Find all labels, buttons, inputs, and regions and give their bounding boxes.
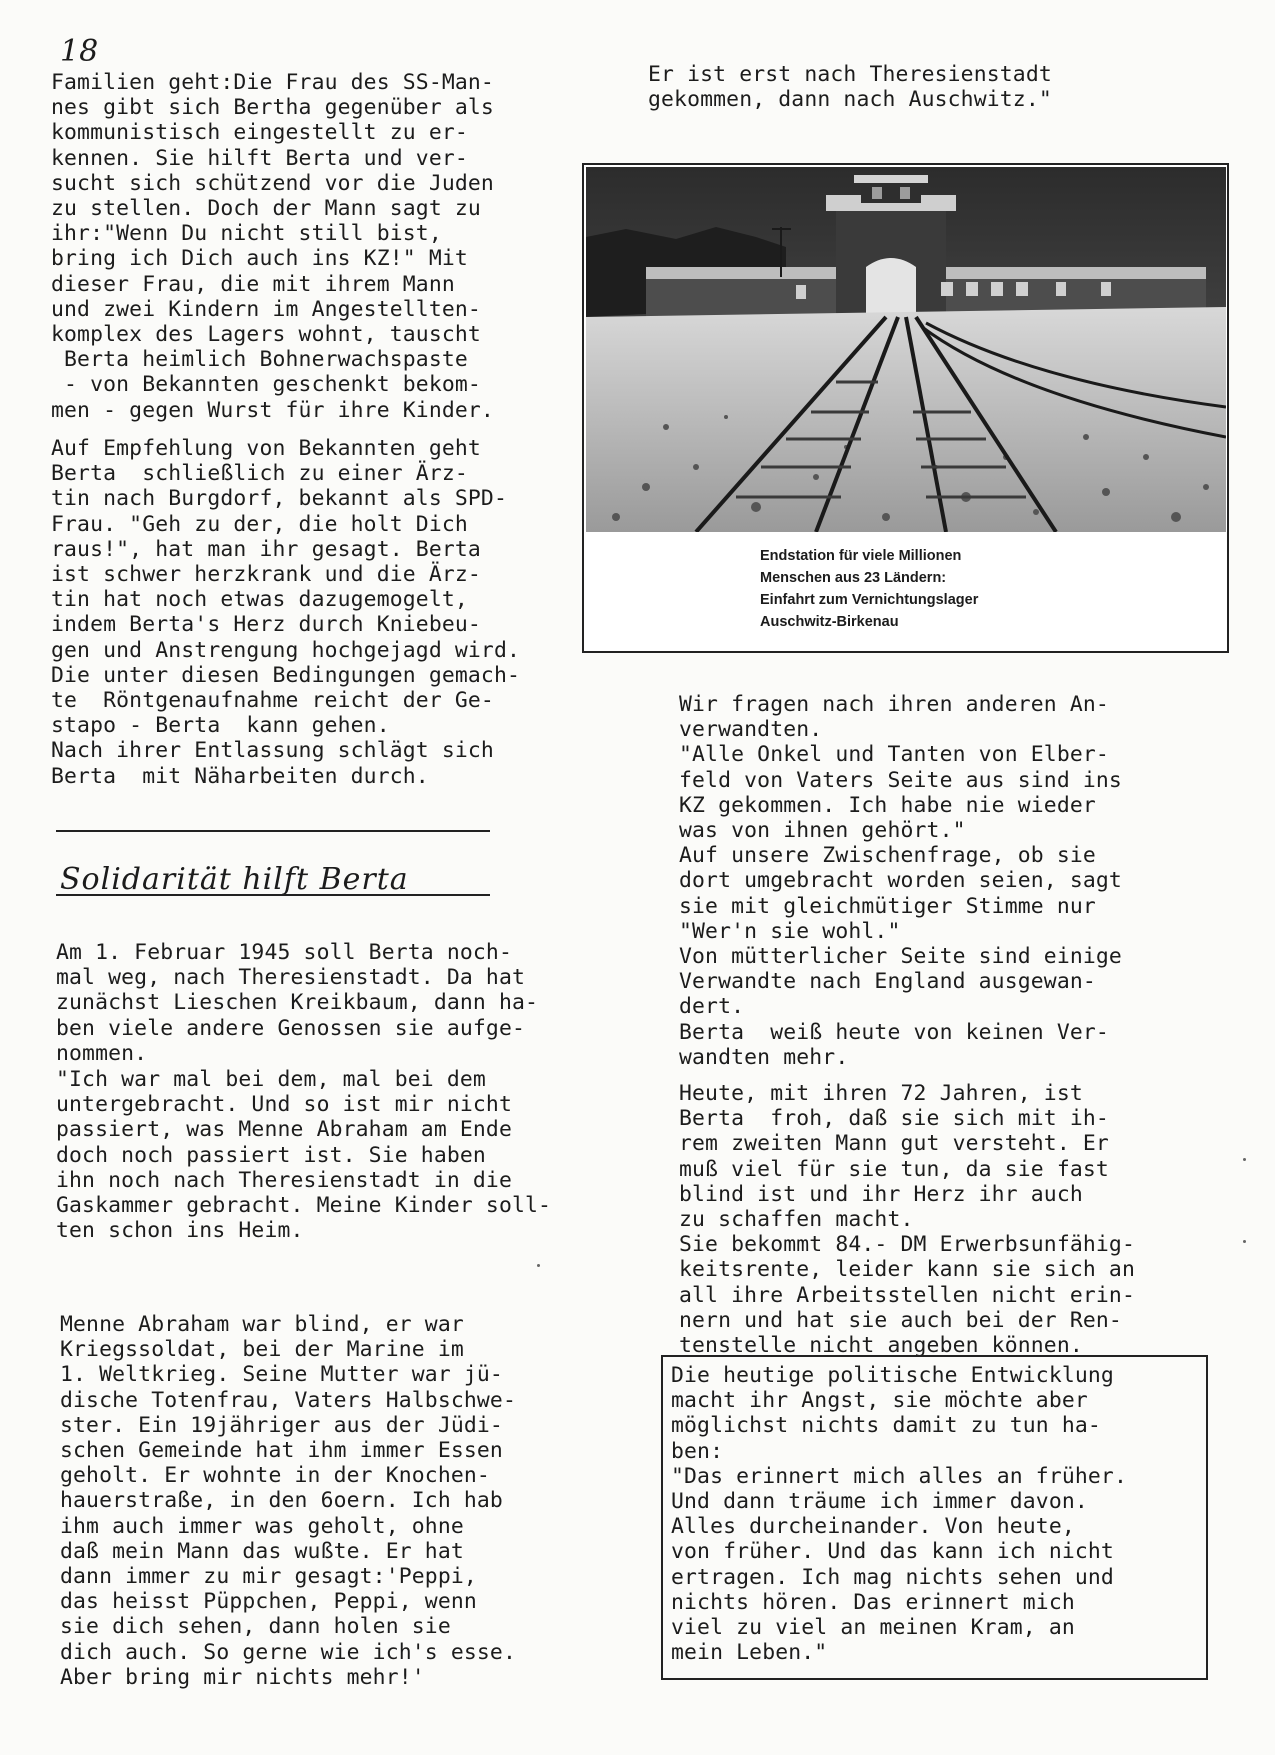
photo-caption: Endstation für viele Millionen Menschen aus 23 Ländern: Einfahrt zum Vernichtungslager Auschwitz-Birkenau (760, 548, 979, 630)
page-number: 18 (60, 34, 99, 69)
left-paragraph-3: Am 1. Februar 1945 soll Berta noch- mal weg, nach Theresienstadt. Da hat zunächst Lieschen Kreikbaum, dann ha- ben viele andere Genossen sie aufge- nommen. (56, 940, 539, 1066)
section-heading: Solidarität hilft Berta (60, 862, 409, 897)
railway-photo-graphic (586, 167, 1226, 532)
right-paragraph-3: Heute, mit ihren 72 Jahren, ist Berta froh, daß sie sich mit ih- rem zweiten Mann gut versteht. Er muß viel für sie tun, da sie fast blind ist und ihr Herz ihr auch zu schaffen macht. Sie bekommt 84.- DM Erwerbsunfähig- keitsrente, leider kann sie sich an all ihre Arbeitsstellen nicht erin- nern und hat sie auch bei der Ren- tenstelle nicht angeben können. (679, 1081, 1135, 1359)
left-paragraph-4: "Ich war mal bei dem, mal bei dem untergebracht. Und so ist mir nicht passiert, was Menne Abraham am Ende doch noch passiert ist. Sie haben ihn noch nach Theresienstadt in die Gaskammer gebracht. Meine Kinder soll- ten schon ins Heim. (56, 1067, 552, 1244)
print-speck (1243, 1240, 1246, 1243)
print-speck (1243, 1158, 1246, 1161)
left-paragraph-1: Familien geht:Die Frau des SS-Man- nes gibt sich Bertha gegenüber als kommunistisch eingestellt zu er- kennen. Sie hilft Berta und ver- sucht sich schützend vor die Juden zu stellen. Doch der Mann sagt zu ihr:"Wenn Du nicht still bist, bring ich Dich auch ins KZ!" Mit dieser Frau, die mit ihrem Mann und zwei Kindern im Angestellten- komplex des Lagers wohnt, tauscht Berta heimlich Bohnerwachspaste - von Bekannten geschenkt bekom- men - gegen Wurst für ihre Kinder. (51, 70, 494, 423)
boxed-quote: Die heutige politische Entwicklung macht ihr Angst, sie möchte aber möglichst nichts damit zu tun ha- ben: "Das erinnert mich alles an früher. Und dann träume ich immer davon. Alles durcheinander. Von heute, von früher. Und das kann ich nicht ertragen. Ich mag nichts sehen und nichts hören. Das erinnert mich viel zu viel an meinen Kram, an mein Leben." (671, 1363, 1127, 1666)
right-paragraph-1: Er ist erst nach Theresienstadt gekommen, dann nach Auschwitz." (648, 62, 1052, 113)
section-top-rule (56, 830, 490, 832)
left-paragraph-5: Menne Abraham war blind, er war Kriegssoldat, bei der Marine im 1. Weltkrieg. Seine Mutter war jü- dische Totenfrau, Vaters Halbschwe- ster. Ein 19jähriger aus der Jüdi- schen Gemeinde hat ihm immer Essen geholt. Er wohnte in der Knochen- hauerstraße, in den 6oern. Ich hab ihm auch immer was geholt, ohne daß mein Mann das wußte. Er hat dann immer zu mir gesagt:'Peppi, das heisst Püppchen, Peppi, wenn sie dich sehen, dann holen sie dich auch. So gerne wie ich's esse. Aber bring mir nichts mehr!' (60, 1312, 516, 1690)
heading-underline (56, 894, 490, 896)
photo-frame (582, 163, 1229, 653)
right-paragraph-2: Wir fragen nach ihren anderen An- verwandten. "Alle Onkel und Tanten von Elber- feld von Vaters Seite aus sind ins KZ gekommen. Ich habe nie wieder was von ihnen gehört." Auf unsere Zwischenfrage, ob sie dort umgebracht worden seien, sagt sie mit gleichmütiger Stimme nur "Wer'n sie wohl." Von mütterlicher Seite sind einige Verwandte nach England ausgewan- dert. Berta weiß heute von keinen Ver- wandten mehr. (679, 692, 1122, 1070)
auschwitz-gate-photo (586, 167, 1226, 532)
print-speck (537, 1264, 540, 1267)
left-paragraph-2: Auf Empfehlung von Bekannten geht Berta schließlich zu einer Ärz- tin nach Burgdorf, bekannt als SPD- Frau. "Geh zu der, die holt Dich raus!", hat man ihr gesagt. Berta ist schwer herzkrank und die Ärz- tin hat noch etwas dazugemogelt, indem Berta's Herz durch Kniebeu- gen und Anstrengung hochgejagd wird. Die unter diesen Bedingungen gemach- te Röntgenaufnahme reicht der Ge- stapo - Berta kann gehen. Nach ihrer Entlassung schlägt sich Berta mit Näharbeiten durch. (51, 436, 521, 789)
